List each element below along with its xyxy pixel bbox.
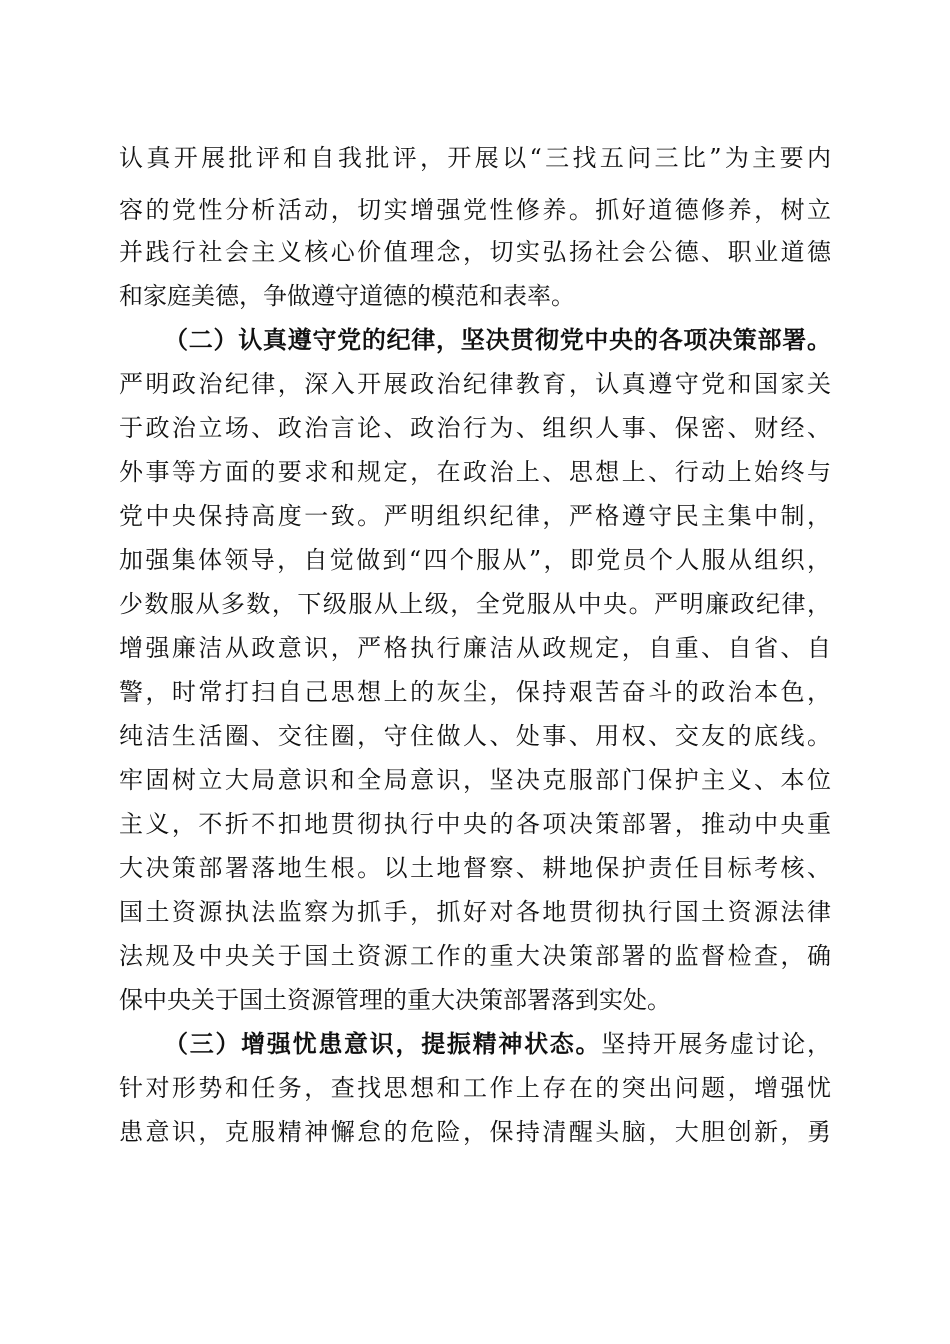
text-line: 并践行社会主义核心价值理念，切实弘扬社会公德、职业道德	[119, 238, 831, 266]
text-line: 大决策部署落地生根。以土地督察、耕地保护责任目标考核、	[119, 854, 831, 882]
section-heading-2: （二）认真遵守党的纪律，坚决贯彻党中央的各项决策部署。	[164, 325, 831, 354]
text-line: 严明政治纪律，深入开展政治纪律教育，认真遵守党和国家关	[119, 370, 831, 398]
text-line: 少数服从多数，下级服从上级，全党服从中央。严明廉政纪律，	[119, 590, 831, 618]
text-line: 保中央关于国土资源管理的重大决策部署落到实处。	[119, 986, 671, 1014]
text-line: 警，时常打扫自己思想上的灰尘，保持艰苦奋斗的政治本色，	[119, 678, 831, 706]
text-line: 加强集体领导，自觉做到“四个服从”，即党员个人服从组织，	[119, 546, 831, 574]
text-line: 针对形势和任务，查找思想和工作上存在的突出问题，增强忧	[119, 1074, 831, 1102]
text-line: 纯洁生活圈、交往圈，守住做人、处事、用权、交友的底线。	[119, 722, 831, 750]
text-line: 增强廉洁从政意识，严格执行廉洁从政规定，自重、自省、自	[119, 634, 831, 662]
text-line: 和家庭美德，争做遵守道德的模范和表率。	[119, 282, 575, 310]
text-line: 容的党性分析活动，切实增强党性修养。抓好道德修养，树立	[119, 196, 831, 224]
text-line: 牢固树立大局意识和全局意识，坚决克服部门保护主义、本位	[119, 766, 831, 794]
text-line: 国土资源执法监察为抓手，抓好对各地贯彻执行国土资源法律	[119, 898, 831, 926]
section-heading-3: （三）增强忧患意识，提振精神状态。	[164, 1029, 602, 1058]
text-line: 主义，不折不扣地贯彻执行中央的各项决策部署，推动中央重	[119, 810, 831, 838]
text-line: 认真开展批评和自我批评，开展以“三找五问三比”为主要内	[119, 144, 831, 172]
text-line: 患意识，克服精神懈怠的危险，保持清醒头脑，大胆创新，勇	[119, 1118, 831, 1146]
text-line: 党中央保持高度一致。严明组织纪律，严格遵守民主集中制，	[119, 502, 831, 530]
text-line: 于政治立场、政治言论、政治行为、组织人事、保密、财经、	[119, 414, 831, 442]
text-segment: 坚持开展务虚讨论，	[601, 1030, 832, 1058]
text-line: 外事等方面的要求和规定，在政治上、思想上、行动上始终与	[119, 458, 831, 486]
section-3-first-line	[164, 1024, 831, 1064]
text-line: 法规及中央关于国土资源工作的重大决策部署的监督检查，确	[119, 942, 831, 970]
